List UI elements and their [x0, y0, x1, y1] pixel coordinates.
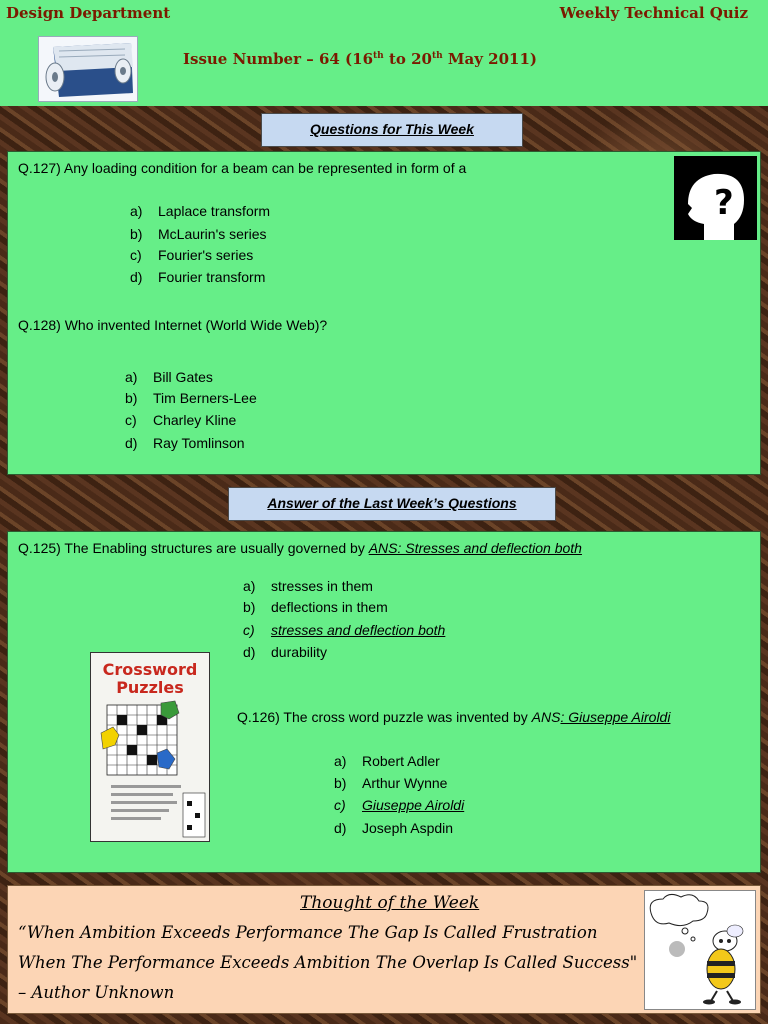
q126-answer: : Giuseppe Airoldi	[560, 709, 671, 725]
q125-answer: ANS: Stresses and deflection both	[368, 540, 582, 556]
q125-option-d: d) durability	[243, 644, 328, 660]
q126-option-a: a) Robert Adler	[334, 753, 440, 769]
thought-line-1: “When Ambition Exceeds Performance The Gap Is Called Frustration	[18, 923, 598, 942]
quiz-title: Weekly Technical Quiz	[559, 4, 748, 22]
question-127: Q.127) Any loading condition for a beam can be represented in form of a	[18, 160, 467, 176]
issue-number: Issue Number – 64 (16th to 20th May 2011)	[183, 50, 538, 68]
questions-section-label: Questions for This Week	[261, 113, 523, 147]
thought-line-3: – Author Unknown	[18, 983, 175, 1002]
q128-option-b: b) Tim Berners-Lee	[125, 390, 257, 406]
question-125: Q.125) The Enabling structures are usually governed by ANS: Stresses and deflection both	[18, 540, 582, 556]
svg-text:Puzzles: Puzzles	[116, 678, 184, 697]
q128-option-d: d) Ray Tomlinson	[125, 435, 245, 451]
q126-option-d: d) Joseph Aspdin	[334, 820, 454, 836]
q125-option-b: b) deflections in them	[243, 599, 388, 615]
q127-option-a: a) Laplace transform	[130, 203, 271, 219]
q128-option-a: a) Bill Gates	[125, 369, 213, 385]
question-128: Q.128) Who invented Internet (World Wide Web)?	[18, 317, 328, 333]
thought-line-2: When The Performance Exceeds Ambition The Overlap Is Called Success"	[18, 953, 638, 972]
blueprint-roll-icon	[38, 36, 138, 102]
svg-text:Crossword: Crossword	[102, 660, 198, 679]
department-name: Design Department	[6, 4, 171, 22]
questions-panel	[7, 151, 761, 475]
q126-option-b: b) Arthur Wynne	[334, 775, 448, 791]
q128-option-c: c) Charley Kline	[125, 412, 237, 428]
q127-option-c: c) Fourier's series	[130, 247, 254, 263]
crossword-book-icon	[90, 652, 210, 842]
answers-section-label: Answer of the Last Week’s Questions	[228, 487, 556, 521]
question-head-icon	[674, 156, 757, 240]
bee-mascot-icon	[644, 890, 756, 1010]
svg-text:?: ?	[714, 183, 734, 223]
q127-option-d: d) Fourier transform	[130, 269, 266, 285]
q125-option-c: c) stresses and deflection both	[243, 622, 446, 638]
q127-option-b: b) McLaurin's series	[130, 226, 267, 242]
q126-option-c: c) Giuseppe Airoldi	[334, 797, 465, 813]
q125-option-a: a) stresses in them	[243, 578, 373, 594]
question-126: Q.126) The cross word puzzle was invented by ANS: Giuseppe Airoldi	[237, 709, 671, 725]
thought-title: Thought of the Week	[300, 893, 480, 913]
